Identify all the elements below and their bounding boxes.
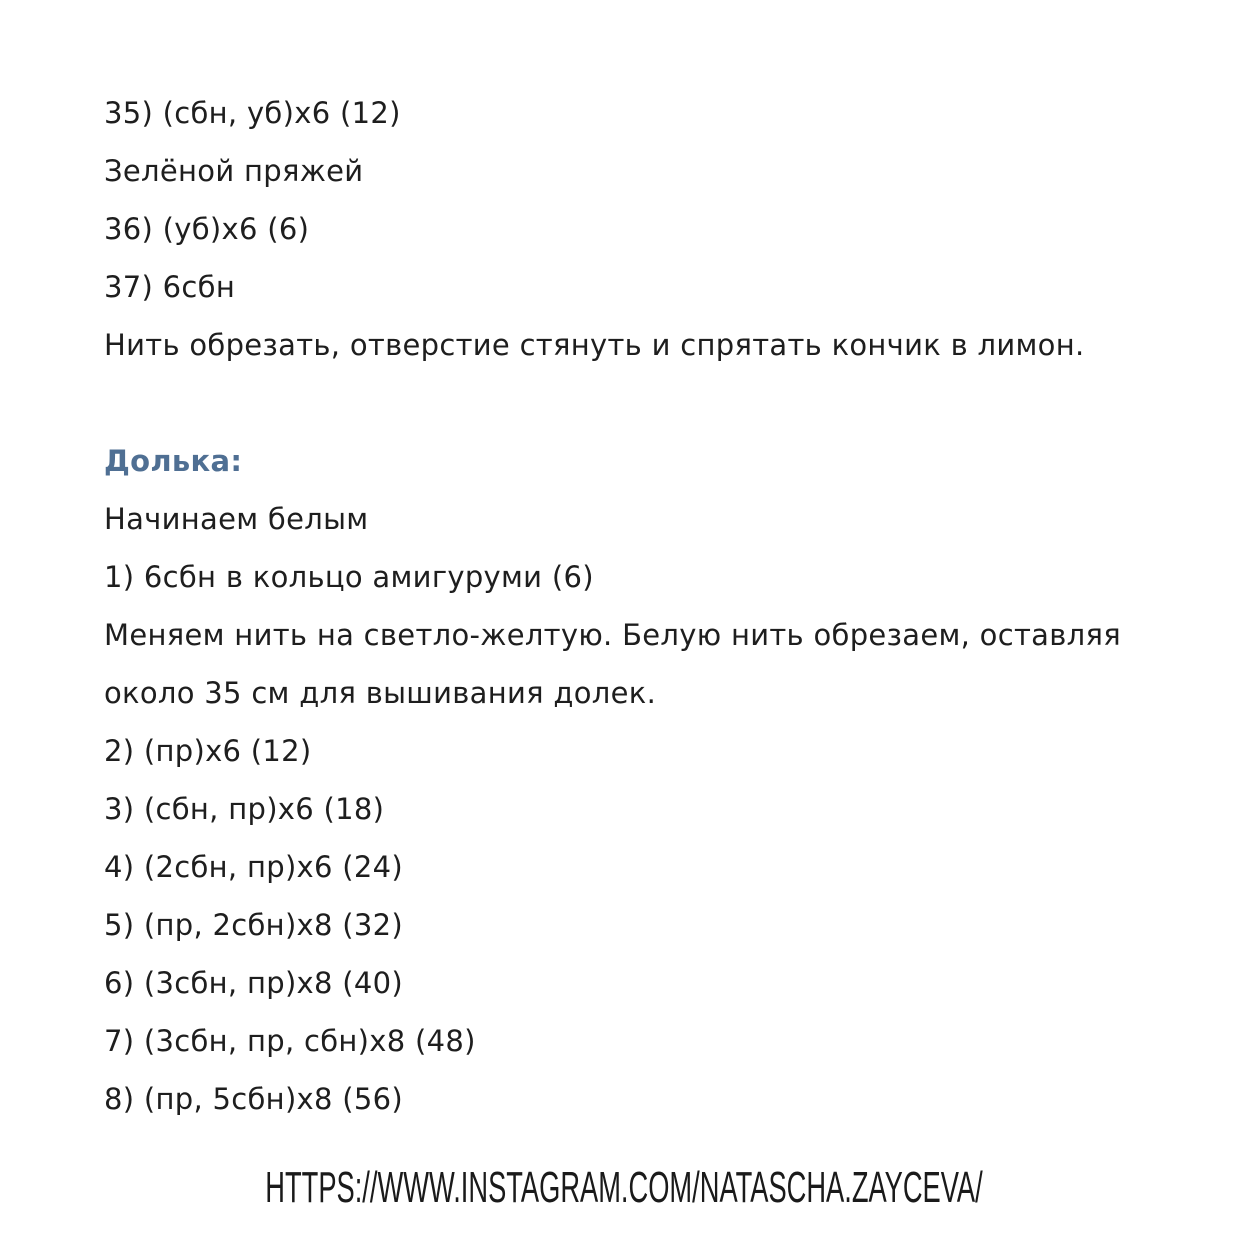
instagram-url-watermark: HTTPS://WWW.INSTAGRAM.COM/NATASCHA.ZAYCEVA/ bbox=[265, 1163, 983, 1212]
row-3: 3) (сбн, пр)х6 (18) bbox=[104, 792, 385, 826]
row-37: 37) 6сбн bbox=[104, 270, 236, 304]
row-1: 1) 6сбн в кольцо амигуруми (6) bbox=[104, 560, 594, 594]
section-heading: Долька: bbox=[104, 444, 243, 478]
row-36: 36) (уб)х6 (6) bbox=[104, 212, 310, 246]
row-7: 7) (3сбн, пр, сбн)х8 (48) bbox=[104, 1024, 476, 1058]
finishing-note: Нить обрезать, отверстие стянуть и спрятать кончик в лимон. bbox=[104, 328, 1085, 362]
start-color-note: Начинаем белым bbox=[104, 502, 369, 536]
row-4: 4) (2сбн, пр)х6 (24) bbox=[104, 850, 404, 884]
change-yarn-note-line-1: Меняем нить на светло-желтую. Белую нить обрезаем, оставляя bbox=[104, 618, 1121, 652]
instructions-content bbox=[104, 84, 1164, 1128]
row-35: 35) (сбн, уб)х6 (12) bbox=[104, 96, 401, 130]
row-2: 2) (пр)х6 (12) bbox=[104, 734, 312, 768]
row-8: 8) (пр, 5сбн)х8 (56) bbox=[104, 1082, 404, 1116]
change-yarn-note-line-2: около 35 см для вышивания долек. bbox=[104, 676, 657, 710]
row-5: 5) (пр, 2сбн)х8 (32) bbox=[104, 908, 404, 942]
color-change-note: Зелёной пряжей bbox=[104, 154, 364, 188]
row-6: 6) (3сбн, пр)х8 (40) bbox=[104, 966, 404, 1000]
section-spacer bbox=[104, 374, 1164, 432]
